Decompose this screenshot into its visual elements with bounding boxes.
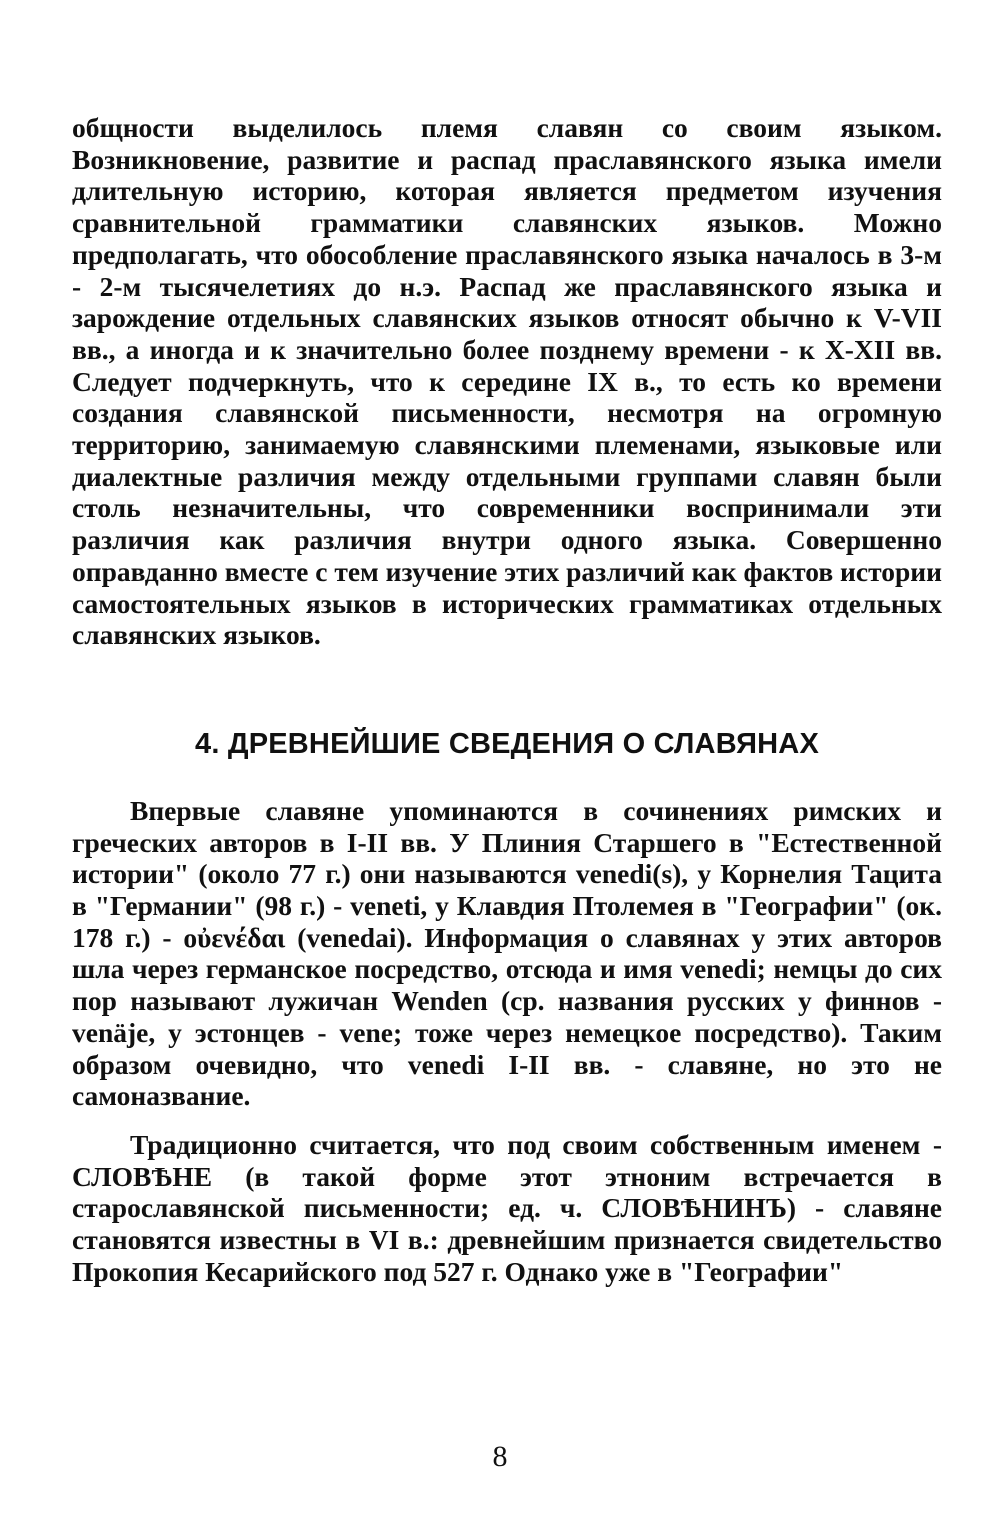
paragraph-self-name: Традиционно считается, что под своим собственным именем - СЛОВѢНЕ (в такой форме этот этноним встречается в старославянской письменности; ед. ч. СЛОВѢНИНЪ) - славяне становятся известны в VI в.: древнейшим признается свидетельство Прокопия Кесарийского под 527 г. Однако уже в "Географии" (72, 1128, 942, 1287)
page-number: 8 (492, 1440, 508, 1473)
top-paragraph: общности выделилось племя славян со своим языком. Возникновение, развитие и распад праславянского языка имели длительную историю, которая является предметом изучения сравнительной грамматики славянских языков. Можно предполагать, что обособление праславянского языка началось в 3-м - 2-м тысячелетиях до н.э. Распад же праславянского языка и зарождение отдельных славянских языков относят обычно к V-VII вв., а иногда и к значительно более позднему времени - к X-XII вв. Следует подчеркнуть, что к середине IX в., то есть ко времени создания славянской письменности, несмотря на огромную территорию, занимаемую славянскими племенами, языковые или диалектные различия между отдельными группами славян были столь незначительны, что современники воспринимали эти различия как различия внутри одного языка. Совершенно оправданно вместе с тем изучение этих различий как фактов истории самостоятельных языков в исторических грамматиках отдельных славянских языков. (72, 112, 942, 651)
section-heading: 4. ДРЕВНЕЙШИЕ СВЕДЕНИЯ О СЛАВЯНАХ (195, 727, 819, 760)
page-text-column (72, 112, 942, 1288)
paragraph-first-mentions: Впервые славяне упоминаются в сочинениях римских и греческих авторов в I-II вв. У Плиния Старшего в "Естественной истории" (около 77 г.) они называются venedi(s), у Корнелия Тацита в "Германии" (98 г.) - veneti, у Клавдия Птолемея в "Географии" (ок. 178 г.) - οὐενέδαι (venedai). Информация о славянах у этих авторов шла через германское посредство, отсюда и имя venedi; немцы до сих пор называют лужичан Wenden (ср. названия русских у финнов - venäje, у эстонцев - vene; тоже через немецкое посредство). Таким образом очевидно, что venedi I-II вв. - славяне, но это не самоназвание. (72, 794, 942, 1112)
